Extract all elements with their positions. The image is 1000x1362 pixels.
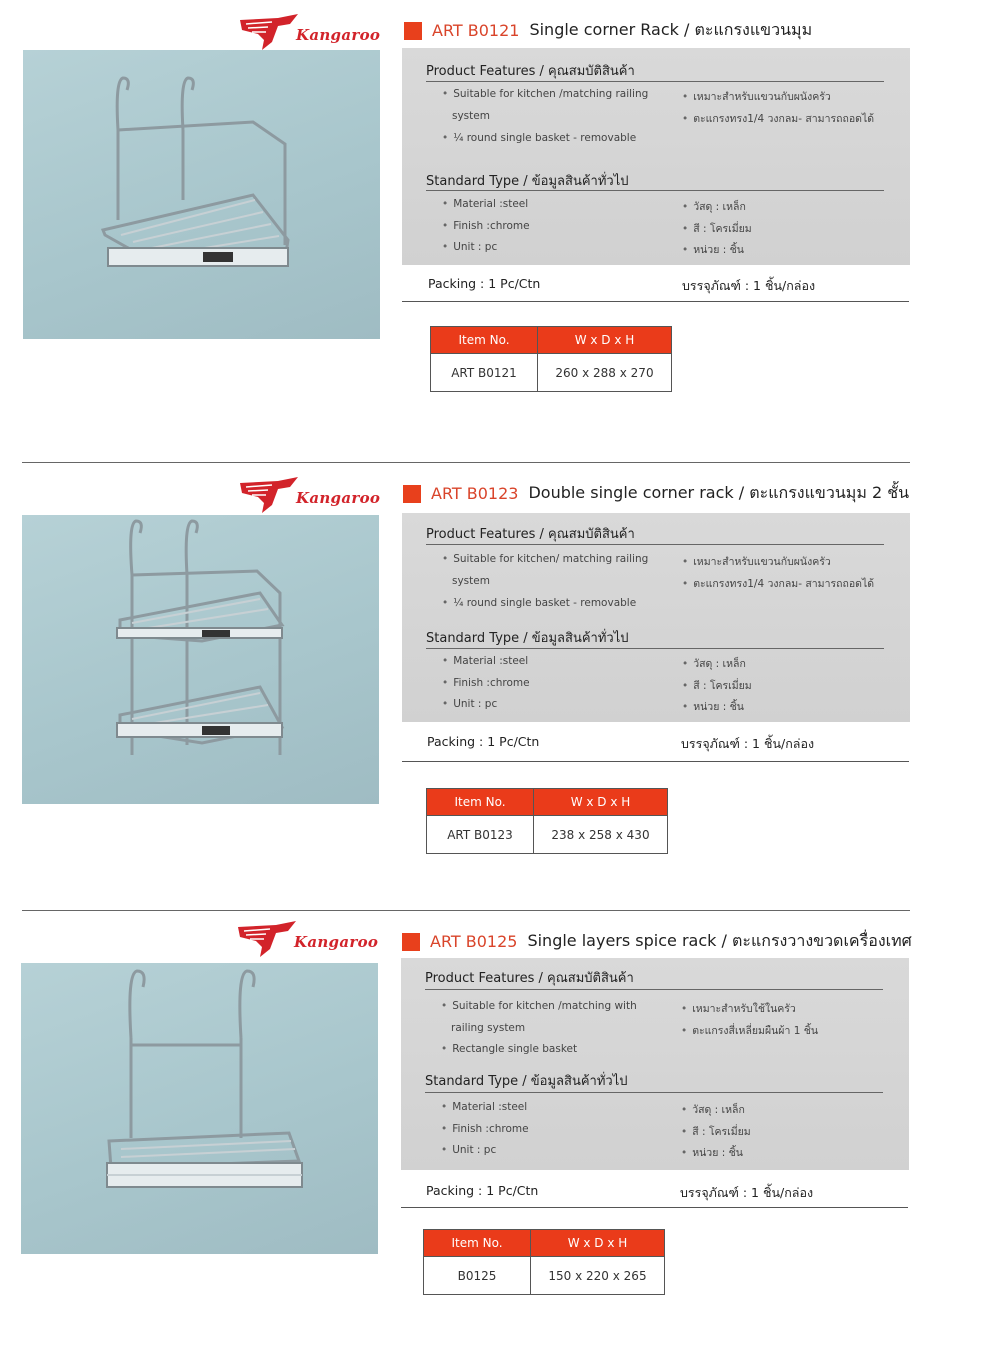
packing-th: บรรจุภัณฑ์ : 1 ชิ้น/กล่อง	[680, 1185, 814, 1200]
standard-heading: Standard Type / ข้อมูลสินค้าทั่วไป	[425, 1074, 628, 1089]
standard-item-th: • หน่วย : ชิ้น	[682, 244, 744, 256]
packing-divider	[402, 301, 909, 302]
title-marker	[403, 485, 421, 503]
standard-item: • Unit : pc	[442, 698, 498, 710]
product-section-b0123	[0, 463, 1000, 923]
spec-table	[430, 326, 672, 392]
packing-en: Packing : 1 Pc/Ctn	[427, 734, 540, 749]
standard-item-th: • วัสดุ : เหล็ก	[681, 1104, 745, 1116]
feature-item: • Rectangle single basket	[441, 1043, 578, 1055]
spice-rack-illustration	[21, 963, 378, 1254]
info-panel	[402, 513, 910, 722]
product-name: Double single corner rack / ตะแกรงแขวนมุม 2 ชั้น	[528, 483, 910, 502]
header-item-no: Item No.	[424, 1230, 531, 1257]
product-section-b0121	[0, 0, 1000, 460]
cell-dimensions: 150 x 220 x 265	[531, 1257, 665, 1295]
cell-item-no: ART B0121	[431, 354, 538, 392]
header-dimensions: W x D x H	[538, 327, 672, 354]
cell-item-no: B0125	[424, 1257, 531, 1295]
product-code: ART B0123	[431, 484, 519, 503]
standard-item: • Finish :chrome	[442, 220, 530, 232]
divider	[426, 544, 884, 545]
product-code: ART B0125	[430, 932, 518, 951]
feature-item: system	[452, 110, 490, 122]
kangaroo-logo-icon	[238, 475, 300, 515]
standard-item: • Finish :chrome	[441, 1123, 529, 1135]
product-title	[404, 18, 812, 43]
header-dimensions: W x D x H	[534, 789, 668, 816]
standard-item-th: • สี : โครเมี่ยม	[682, 223, 752, 235]
packing-divider	[402, 761, 909, 762]
packing-en: Packing : 1 Pc/Ctn	[428, 276, 541, 291]
info-panel	[401, 958, 909, 1170]
product-name: Single layers spice rack / ตะแกรงวางขวดเครื่องเทศ	[527, 931, 912, 950]
standard-item: • Unit : pc	[442, 241, 498, 253]
brand-logo	[236, 919, 381, 963]
feature-item: • ¼ round single basket - removable	[442, 597, 637, 609]
feature-item: • ¼ round single basket - removable	[442, 132, 637, 144]
product-photo	[23, 50, 380, 339]
divider	[425, 989, 883, 990]
product-title	[403, 481, 909, 506]
divider	[426, 190, 884, 191]
feature-item-th: • ตะแกรงทรง1/4 วงกลม- สามารถถอดได้	[682, 578, 875, 590]
standard-item: • Material :steel	[442, 198, 529, 210]
standard-heading: Standard Type / ข้อมูลสินค้าทั่วไป	[426, 631, 629, 646]
features-heading: Product Features / คุณสมบัติสินค้า	[426, 527, 635, 542]
feature-item: system	[452, 575, 490, 587]
product-title	[402, 929, 912, 954]
brand-logo-text: Kangaroo	[294, 933, 379, 951]
standard-item: • Material :steel	[442, 655, 529, 667]
product-name: Single corner Rack / ตะแกรงแขวนมุม	[529, 20, 813, 39]
kangaroo-logo-icon	[236, 919, 298, 959]
divider	[425, 1092, 883, 1093]
feature-item-th: • ตะแกรงทรง1/4 วงกลม- สามารถถอดได้	[682, 113, 875, 125]
standard-item-th: • หน่วย : ชิ้น	[681, 1147, 743, 1159]
divider	[426, 648, 884, 649]
double-corner-rack-illustration	[22, 515, 379, 804]
header-item-no: Item No.	[427, 789, 534, 816]
feature-item: • Suitable for kitchen/ matching railing	[442, 553, 649, 565]
packing-th: บรรจุภัณฑ์ : 1 ชิ้น/กล่อง	[682, 278, 816, 293]
cell-dimensions: 238 x 258 x 430	[534, 816, 668, 854]
brand-logo-text: Kangaroo	[296, 489, 381, 507]
feature-item: railing system	[451, 1022, 526, 1034]
feature-item-th: • เหมาะสำหรับแขวนกับผนังครัว	[682, 91, 831, 103]
product-photo	[22, 515, 379, 804]
standard-item-th: • หน่วย : ชิ้น	[682, 701, 744, 713]
feature-item-th: • ตะแกรงสี่เหลี่ยมผืนผ้า 1 ชิ้น	[681, 1025, 819, 1037]
corner-rack-illustration	[23, 50, 380, 339]
feature-item-th: • เหมาะสำหรับใช้ในครัว	[681, 1003, 796, 1015]
feature-item-th: • เหมาะสำหรับแขวนกับผนังครัว	[682, 556, 831, 568]
standard-item: • Unit : pc	[441, 1144, 497, 1156]
title-marker	[402, 933, 420, 951]
standard-item-th: • วัสดุ : เหล็ก	[682, 201, 746, 213]
spec-table	[423, 1229, 665, 1295]
packing-th: บรรจุภัณฑ์ : 1 ชิ้น/กล่อง	[681, 736, 815, 751]
feature-item: • Suitable for kitchen /matching with	[441, 1000, 637, 1012]
features-heading: Product Features / คุณสมบัติสินค้า	[426, 64, 635, 79]
standard-heading: Standard Type / ข้อมูลสินค้าทั่วไป	[426, 174, 629, 189]
kangaroo-logo-icon	[238, 12, 300, 52]
standard-item-th: • สี : โครเมี่ยม	[681, 1126, 751, 1138]
packing-divider	[401, 1207, 908, 1208]
header-item-no: Item No.	[431, 327, 538, 354]
standard-item-th: • วัสดุ : เหล็ก	[682, 658, 746, 670]
product-code: ART B0121	[432, 21, 520, 40]
product-section-b0125	[0, 911, 1000, 1362]
brand-logo	[238, 475, 383, 519]
standard-item: • Material :steel	[441, 1101, 528, 1113]
packing-en: Packing : 1 Pc/Ctn	[426, 1183, 539, 1198]
info-panel	[402, 48, 910, 265]
cell-dimensions: 260 x 288 x 270	[538, 354, 672, 392]
title-marker	[404, 22, 422, 40]
features-heading: Product Features / คุณสมบัติสินค้า	[425, 971, 634, 986]
header-dimensions: W x D x H	[531, 1230, 665, 1257]
brand-logo-text: Kangaroo	[296, 26, 381, 44]
divider	[426, 81, 884, 82]
cell-item-no: ART B0123	[427, 816, 534, 854]
product-photo	[21, 963, 378, 1254]
spec-table	[426, 788, 668, 854]
feature-item: • Suitable for kitchen /matching railing	[442, 88, 649, 100]
standard-item-th: • สี : โครเมี่ยม	[682, 680, 752, 692]
standard-item: • Finish :chrome	[442, 677, 530, 689]
